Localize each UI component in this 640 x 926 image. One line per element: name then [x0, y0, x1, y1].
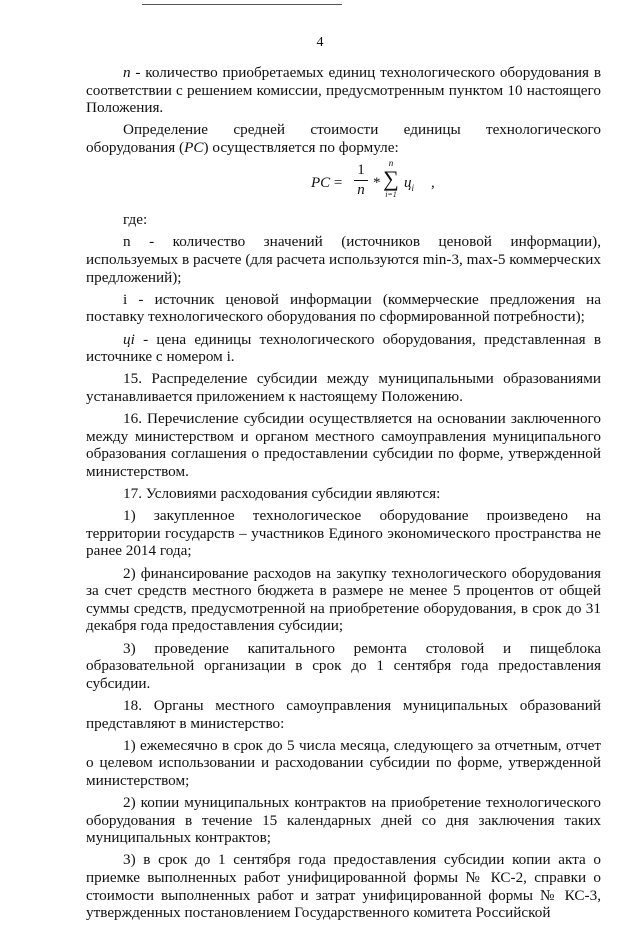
- formula-lhs: PC =: [311, 175, 343, 192]
- page-number: 4: [316, 35, 324, 50]
- paragraph-18-2: 2) копии муниципальных контрактов на приобретение технологического оборудования в течение 15 календарных дней со дня заключения таких муниципальных контрактов;: [86, 794, 601, 847]
- formula-multiply: *: [373, 175, 381, 192]
- paragraph-i-source: i - источник ценовой информации (коммерческие предложения на поставку технологического оборудования по сформированной потребности);: [86, 290, 601, 326]
- paragraph-average-cost: Определение средней стоимости единицы технологического оборудования (PC) осуществляется по формуле:: [86, 121, 601, 156]
- paragraph-17-2: 2) финансирование расходов на закупку технологического оборудования за счет средств местного бюджета в размере не менее 5 процентов от общей суммы средств, предусмотренной на приобретение оборудования, в срок до 31 декабря года предоставления субсидии;: [86, 564, 601, 635]
- paragraph-16: 16. Перечисление субсидии осуществляется на основании заключенного между министерством и органом местного самоуправления муниципального образования соглашения о предоставлении субсидии по форме, утвержденной министерством.: [86, 410, 601, 480]
- paragraph-price: цi - цена единицы технологического оборудования, представленная в источнике с номером i.: [86, 330, 601, 366]
- formula-fraction: 1 n: [354, 163, 368, 198]
- top-rule: [142, 4, 342, 5]
- paragraph-18-3: 3) в срок до 1 сентября года предоставления субсидии копии акта о приемке выполненных работ унифицированной формы № КС-2, справки о стоимости выполненных работ и затрат унифицированной формы № КС-3, утвержденных постановлением Государственного комитета Российской: [86, 851, 601, 922]
- paragraph-n-sources: n - количество значений (источников ценовой информации), используемых в расчете (для расчета используются min-3, max-5 коммерческих предложений);: [86, 233, 601, 286]
- paragraph-15: 15. Распределение субсидии между муниципальными образованиями устанавливается приложением к настоящему Положению.: [86, 370, 601, 405]
- paragraph-18-1: 1) ежемесячно в срок до 5 числа месяца, следующего за отчетным, отчет о целевом использовании и расходовании субсидии по форме, утвержденной министерством;: [86, 736, 601, 789]
- formula-comma: ,: [431, 175, 435, 192]
- paragraph-17-1: 1) закупленное технологическое оборудование произведено на территории государств – участников Единого экономического пространства не ранее 2014 года;: [86, 507, 601, 560]
- paragraph-where: где:: [123, 211, 148, 229]
- paragraph-definition-n: n - количество приобретаемых единиц технологического оборудования в соответствии с решением комиссии, предусмотренным пунктом 10 настоящего Положения.: [86, 64, 601, 117]
- average-cost-formula: [86, 157, 601, 209]
- paragraph-17-3: 3) проведение капитального ремонта столовой и пищеблока образовательной организации в срок до 1 сентября года предоставления субсидии.: [86, 639, 601, 692]
- variable-n: n: [123, 64, 131, 81]
- document-body: [86, 64, 601, 926]
- paragraph-18: 18. Органы местного самоуправления муниципальных образований представляют в министерство:: [86, 696, 601, 732]
- formula-term: $ц_i$: [404, 175, 415, 194]
- paragraph-17: 17. Условиями расходования субсидии являются:: [123, 485, 441, 503]
- formula-sum: n ∑ i=1: [383, 158, 399, 200]
